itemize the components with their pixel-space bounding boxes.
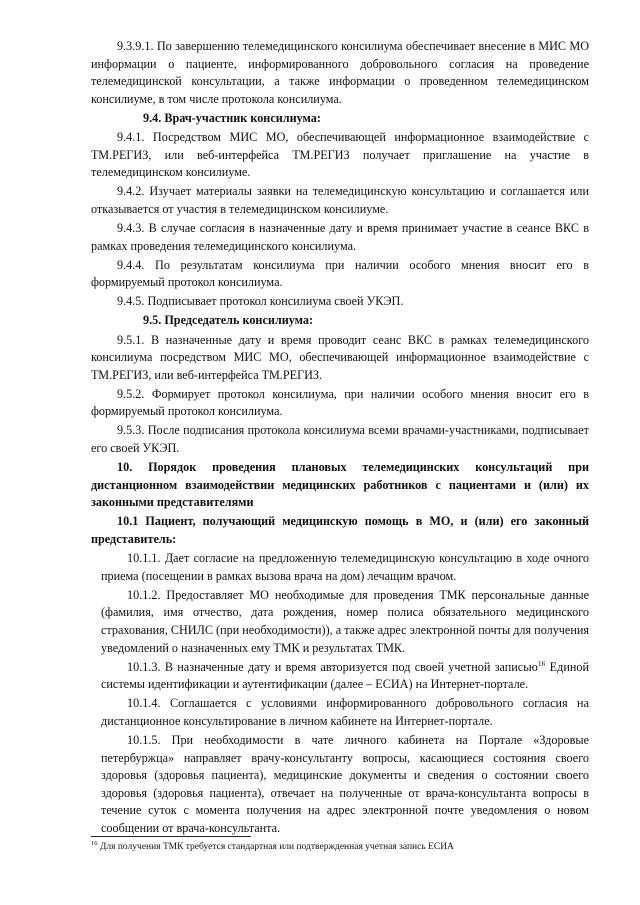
paragraph-10-1-2: 10.1.2. Предоставляет МО необходимые для проведения ТМК персональные данные (фамилия, имя отчество, дата рождения, номер полиса обязательного медицинского страхования, СНИЛС (при необходимости)), а также адрес электронной почты для получения уведомлений о назначенных ему ТМК и результатах ТМК. <box>101 587 589 655</box>
paragraph-10-1-3-start: 10.1.3. В назначенные дату и время авторизуется под своей учетной записью <box>127 659 538 674</box>
footnote <box>91 841 589 853</box>
paragraph-10-1-3 <box>91 659 589 694</box>
paragraph-9-5-2: 9.5.2. Формирует протокол консилиума, при наличии особого мнения вносит его в формируемый протокол консилиума. <box>91 386 589 419</box>
paragraph-9-4-3: 9.4.3. В случае согласия в назначенные дату и время принимает участие в сеансе ВКС в рамках проведения телемедицинского консилиума. <box>91 220 589 253</box>
document-body <box>91 38 589 839</box>
paragraph-9-4-5: 9.4.5. Подписывает протокол консилиума своей УКЭП. <box>117 294 404 309</box>
paragraph-9-5-3: 9.5.3. После подписания протокола консилиума всеми врачами-участниками, подписывает его своей УКЭП. <box>91 423 589 456</box>
paragraph-9-4-1: 9.4.1. Посредством МИС МО, обеспечивающей информационное взаимодействие с ТМ.РЕГИЗ, или веб-интерфейса ТМ.РЕГИЗ получает приглашение на участие в телемедицинском консилиуме. <box>91 129 589 180</box>
paragraph-9-3-9-1: 9.3.9.1. По завершению телемедицинского консилиума обеспечивает внесение в МИС МО информации о пациенте, информированного добровольного согласия на проведение телемедицинской консультации, а также информации о проведенном телемедицинском консилиуме, в том числе протокола консилиума. <box>91 39 589 106</box>
heading-10-1: 10.1 Пациент, получающий медицинскую помощь в МО, и (или) его законный представитель: <box>91 514 589 547</box>
heading-9-4 <box>91 110 589 128</box>
footnote-divider <box>91 836 251 837</box>
paragraph-9-5-1: 9.5.1. В назначенные дату и время проводит сеанс ВКС в рамках телемедицинского консилиума посредством МИС МО, обеспечивающей информационное взаимодействие с ТМ.РЕГИЗ, или веб-интерфейса ТМ.РЕГИЗ. <box>91 332 589 382</box>
paragraph-10-1-5: 10.1.5. При необходимости в чате личного кабинета на Портале «Здоровые петербуржца» направляет врачу-консультанту вопросы, касающиеся состояния своего здоровья (здоровья пациента), медицинские документы и сведения о состоянии своего здоровья (здоровья пациента), отвечает на полученные от врача-консультанта вопросы в течение суток с момента получения на адрес электронной почте уведомления о новом сообщении от врача-консультанта. <box>101 733 589 836</box>
footnote-text: Для получения ТМК требуется стандартная или подтвержденная учетная запись ЕСИА <box>97 842 454 852</box>
heading-9-4-text: Врач-участник консилиума: <box>164 110 321 125</box>
paragraph-10-1-1: 10.1.1. Дает согласие на предложенную телемедицинскую консультацию в ходе очного приема (посещении в рамках вызова врача на дом) лечащим врачом. <box>101 551 589 583</box>
footnote-mark: 16 <box>91 839 98 847</box>
paragraph-9-4-2: 9.4.2. Изучает материалы заявки на телемедицинскую консультацию и соглашается или отказывается от участия в телемедицинском консилиуме. <box>91 184 589 216</box>
heading-9-5 <box>91 312 589 330</box>
heading-10: 10. Порядок проведения плановых телемедицинских консультаций при дистанционном взаимодействии медицинских работников с пациентами и (или) их законными представителями <box>91 460 589 510</box>
paragraph-9-4-4: 9.4.4. По результатам консилиума при наличии особого мнения вносит его в формируемый протокол консилиума. <box>91 257 589 290</box>
heading-9-5-text: Председатель консилиума: <box>164 313 314 328</box>
footnote-reference[interactable]: 16 <box>537 658 546 668</box>
heading-9-4-number: 9.4. <box>143 110 162 125</box>
paragraph-10-1-3-end: Единой системы идентификации и аутентификации (далее – ЕСИА) на Интернет-портале. <box>101 659 589 692</box>
paragraph-10-1-4: 10.1.4. Соглашается с условиями информированного добровольного согласия на дистанционное консультирование в личном кабинете на Интернет-портале. <box>101 696 589 728</box>
heading-9-5-number: 9.5. <box>143 313 162 328</box>
